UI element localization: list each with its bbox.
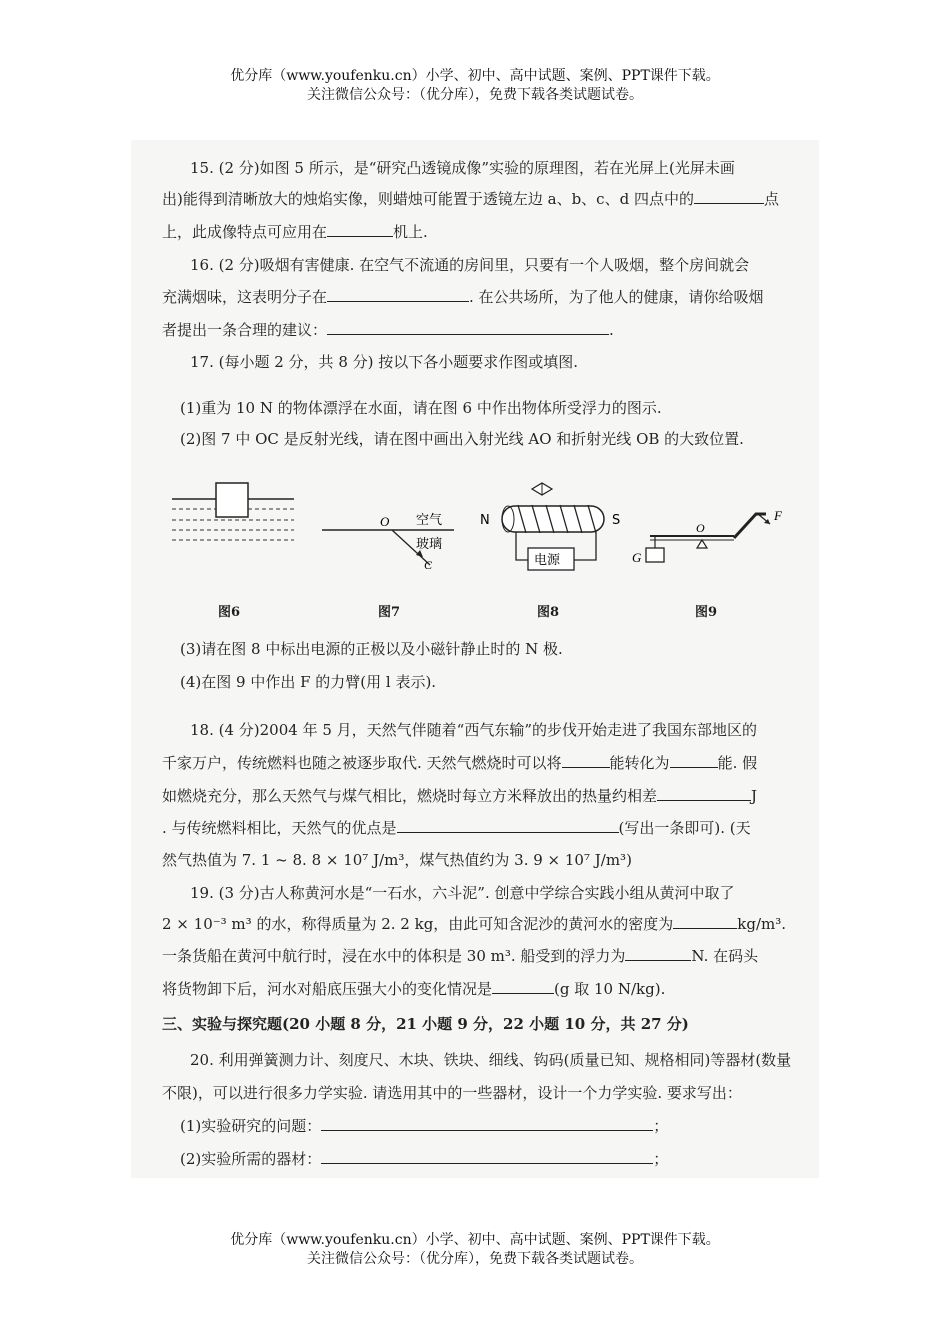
- q18-blank-3[interactable]: [657, 785, 751, 801]
- fig7-label-air: 空气: [416, 513, 443, 528]
- q19-line-4: 将货物卸下后，河水对船底压强大小的变化情况是 (g 取 10 N/kg).: [162, 980, 666, 998]
- q19-blank-1[interactable]: [673, 913, 737, 929]
- q18-line-5: 然气热值为 7. 1 ~ 8. 8 × 10⁷ J/m³，煤气热值约为 3. 9 × 10⁷ J/m³): [162, 851, 632, 869]
- header-line-2: 关注微信公众号：（优分库），免费下载各类试题试卷。: [307, 87, 643, 103]
- section-3-title: 三、实验与探究题(20 小题 8 分，21 小题 9 分，22 小题 10 分，共 27 分): [162, 1015, 689, 1033]
- q18-line-4: . 与传统燃料相比，天然气的优点是 (写出一条即可). (天: [162, 819, 751, 837]
- fig6-caption: 图6: [218, 605, 241, 620]
- q20-blank-1[interactable]: [321, 1115, 653, 1131]
- fig9-label-f: F: [774, 508, 782, 523]
- fig9-label-o: O: [696, 521, 705, 535]
- fig8-caption: 图8: [537, 605, 560, 620]
- page-footer: [0, 1231, 950, 1269]
- q19-line-3: 一条货船在黄河中航行时，浸在水中的体积是 30 m³. 船受到的浮力为 N. 在码头: [162, 947, 759, 965]
- q20-line-1: 20. 利用弹簧测力计、刻度尺、木块、铁块、细线、钩码(质量已知、规格相同)等器材(数量: [190, 1051, 792, 1069]
- q19-line-1: 19. (3 分)古人称黄河水是“一石水，六斗泥”. 创意中学综合实践小组从黄河中取了: [190, 884, 735, 902]
- q17-sub-2: (2)图 7 中 OC 是反射光线，请在图中画出入射光线 AO 和折射光线 OB 的大致位置.: [180, 430, 744, 448]
- q18-line-1: 18. (4 分)2004 年 5 月，天然气伴随着“西气东输”的步伐开始走进了我国东部地区的: [190, 721, 758, 739]
- q16-line-3: 者提出一条合理的建议： .: [162, 321, 614, 339]
- footer-line-2: 关注微信公众号：（优分库），免费下载各类试题试卷。: [307, 1251, 643, 1267]
- q18-blank-4[interactable]: [397, 817, 619, 833]
- q15-blank-2[interactable]: [327, 221, 393, 237]
- q18-line-3: 如燃烧充分，那么天然气与煤气相比，燃烧时每立方米释放出的热量约相差 J: [162, 787, 758, 805]
- fig8-label-n: N: [480, 513, 490, 528]
- q17-sub-4: (4)在图 9 中作出 F 的力臂(用 l 表示).: [180, 673, 437, 691]
- q20-sub-1: (1)实验研究的问题： ；: [180, 1117, 669, 1135]
- fig9-caption: 图9: [695, 605, 718, 620]
- header-line-1: 优分库（www.youfenku.cn）小学、初中、高中试题、案例、PPT课件下载。: [230, 68, 720, 84]
- fig7-label-glass: 玻璃: [416, 537, 443, 552]
- fig7-label-o: O: [380, 514, 390, 529]
- fig9-label-g: G: [632, 550, 642, 565]
- figure-9: [630, 500, 790, 575]
- q20-blank-2[interactable]: [321, 1148, 653, 1164]
- figure-8: [478, 480, 628, 575]
- q16-line-1: 16. (2 分)吸烟有害健康. 在空气不流通的房间里，只要有一个人吸烟，整个房间就会: [190, 256, 750, 274]
- q15-line-3: 上，此成像特点可应用在 机上.: [162, 223, 428, 241]
- q16-line-2: 充满烟味，这表明分子在 . 在公共场所，为了他人的健康，请你给吸烟: [162, 288, 764, 306]
- q16-blank-2[interactable]: [327, 319, 609, 335]
- q19-blank-3[interactable]: [492, 978, 554, 994]
- figure-7: [320, 505, 460, 575]
- q17-sub-1: (1)重为 10 N 的物体漂浮在水面，请在图 6 中作出物体所受浮力的图示.: [180, 399, 662, 417]
- fig7-caption: 图7: [378, 605, 401, 620]
- q20-line-2: 不限)，可以进行很多力学实验. 请选用其中的一些器材，设计一个力学实验. 要求写出：: [162, 1084, 742, 1102]
- q15-blank-1[interactable]: [694, 188, 764, 204]
- q19-blank-2[interactable]: [625, 945, 691, 961]
- q15-line-1: 15. (2 分)如图 5 所示，是“研究凸透镜成像”实验的原理图，若在光屏上(光屏未画: [190, 159, 735, 177]
- q20-sub-2: (2)实验所需的器材： ；: [180, 1150, 669, 1168]
- fig7-label-c: C: [424, 558, 433, 572]
- fig8-label-power: 电源: [534, 553, 561, 568]
- q16-blank-1[interactable]: [327, 286, 469, 302]
- fig8-label-s: S: [612, 513, 621, 528]
- q17-sub-3: (3)请在图 8 中标出电源的正极以及小磁针静止时的 N 极.: [180, 640, 563, 658]
- page-header: [0, 67, 950, 105]
- q17-line-1: 17. (每小题 2 分，共 8 分) 按以下各小题要求作图或填图.: [190, 353, 579, 371]
- figure-6: [172, 478, 296, 548]
- q18-line-2: 千家万户，传统燃料也随之被逐步取代. 天然气燃烧时可以将 能转化为 能. 假: [162, 754, 758, 772]
- q19-line-2: 2 × 10⁻³ m³ 的水，称得质量为 2. 2 kg，由此可知含泥沙的黄河水的密度为 kg/m³.: [162, 915, 787, 933]
- q18-blank-2[interactable]: [670, 752, 718, 768]
- footer-line-1: 优分库（www.youfenku.cn）小学、初中、高中试题、案例、PPT课件下载。: [230, 1232, 720, 1248]
- q18-blank-1[interactable]: [562, 752, 610, 768]
- q15-line-2: 出)能得到清晰放大的烛焰实像，则蜡烛可能置于透镜左边 a、b、c、d 四点中的 点: [162, 190, 779, 208]
